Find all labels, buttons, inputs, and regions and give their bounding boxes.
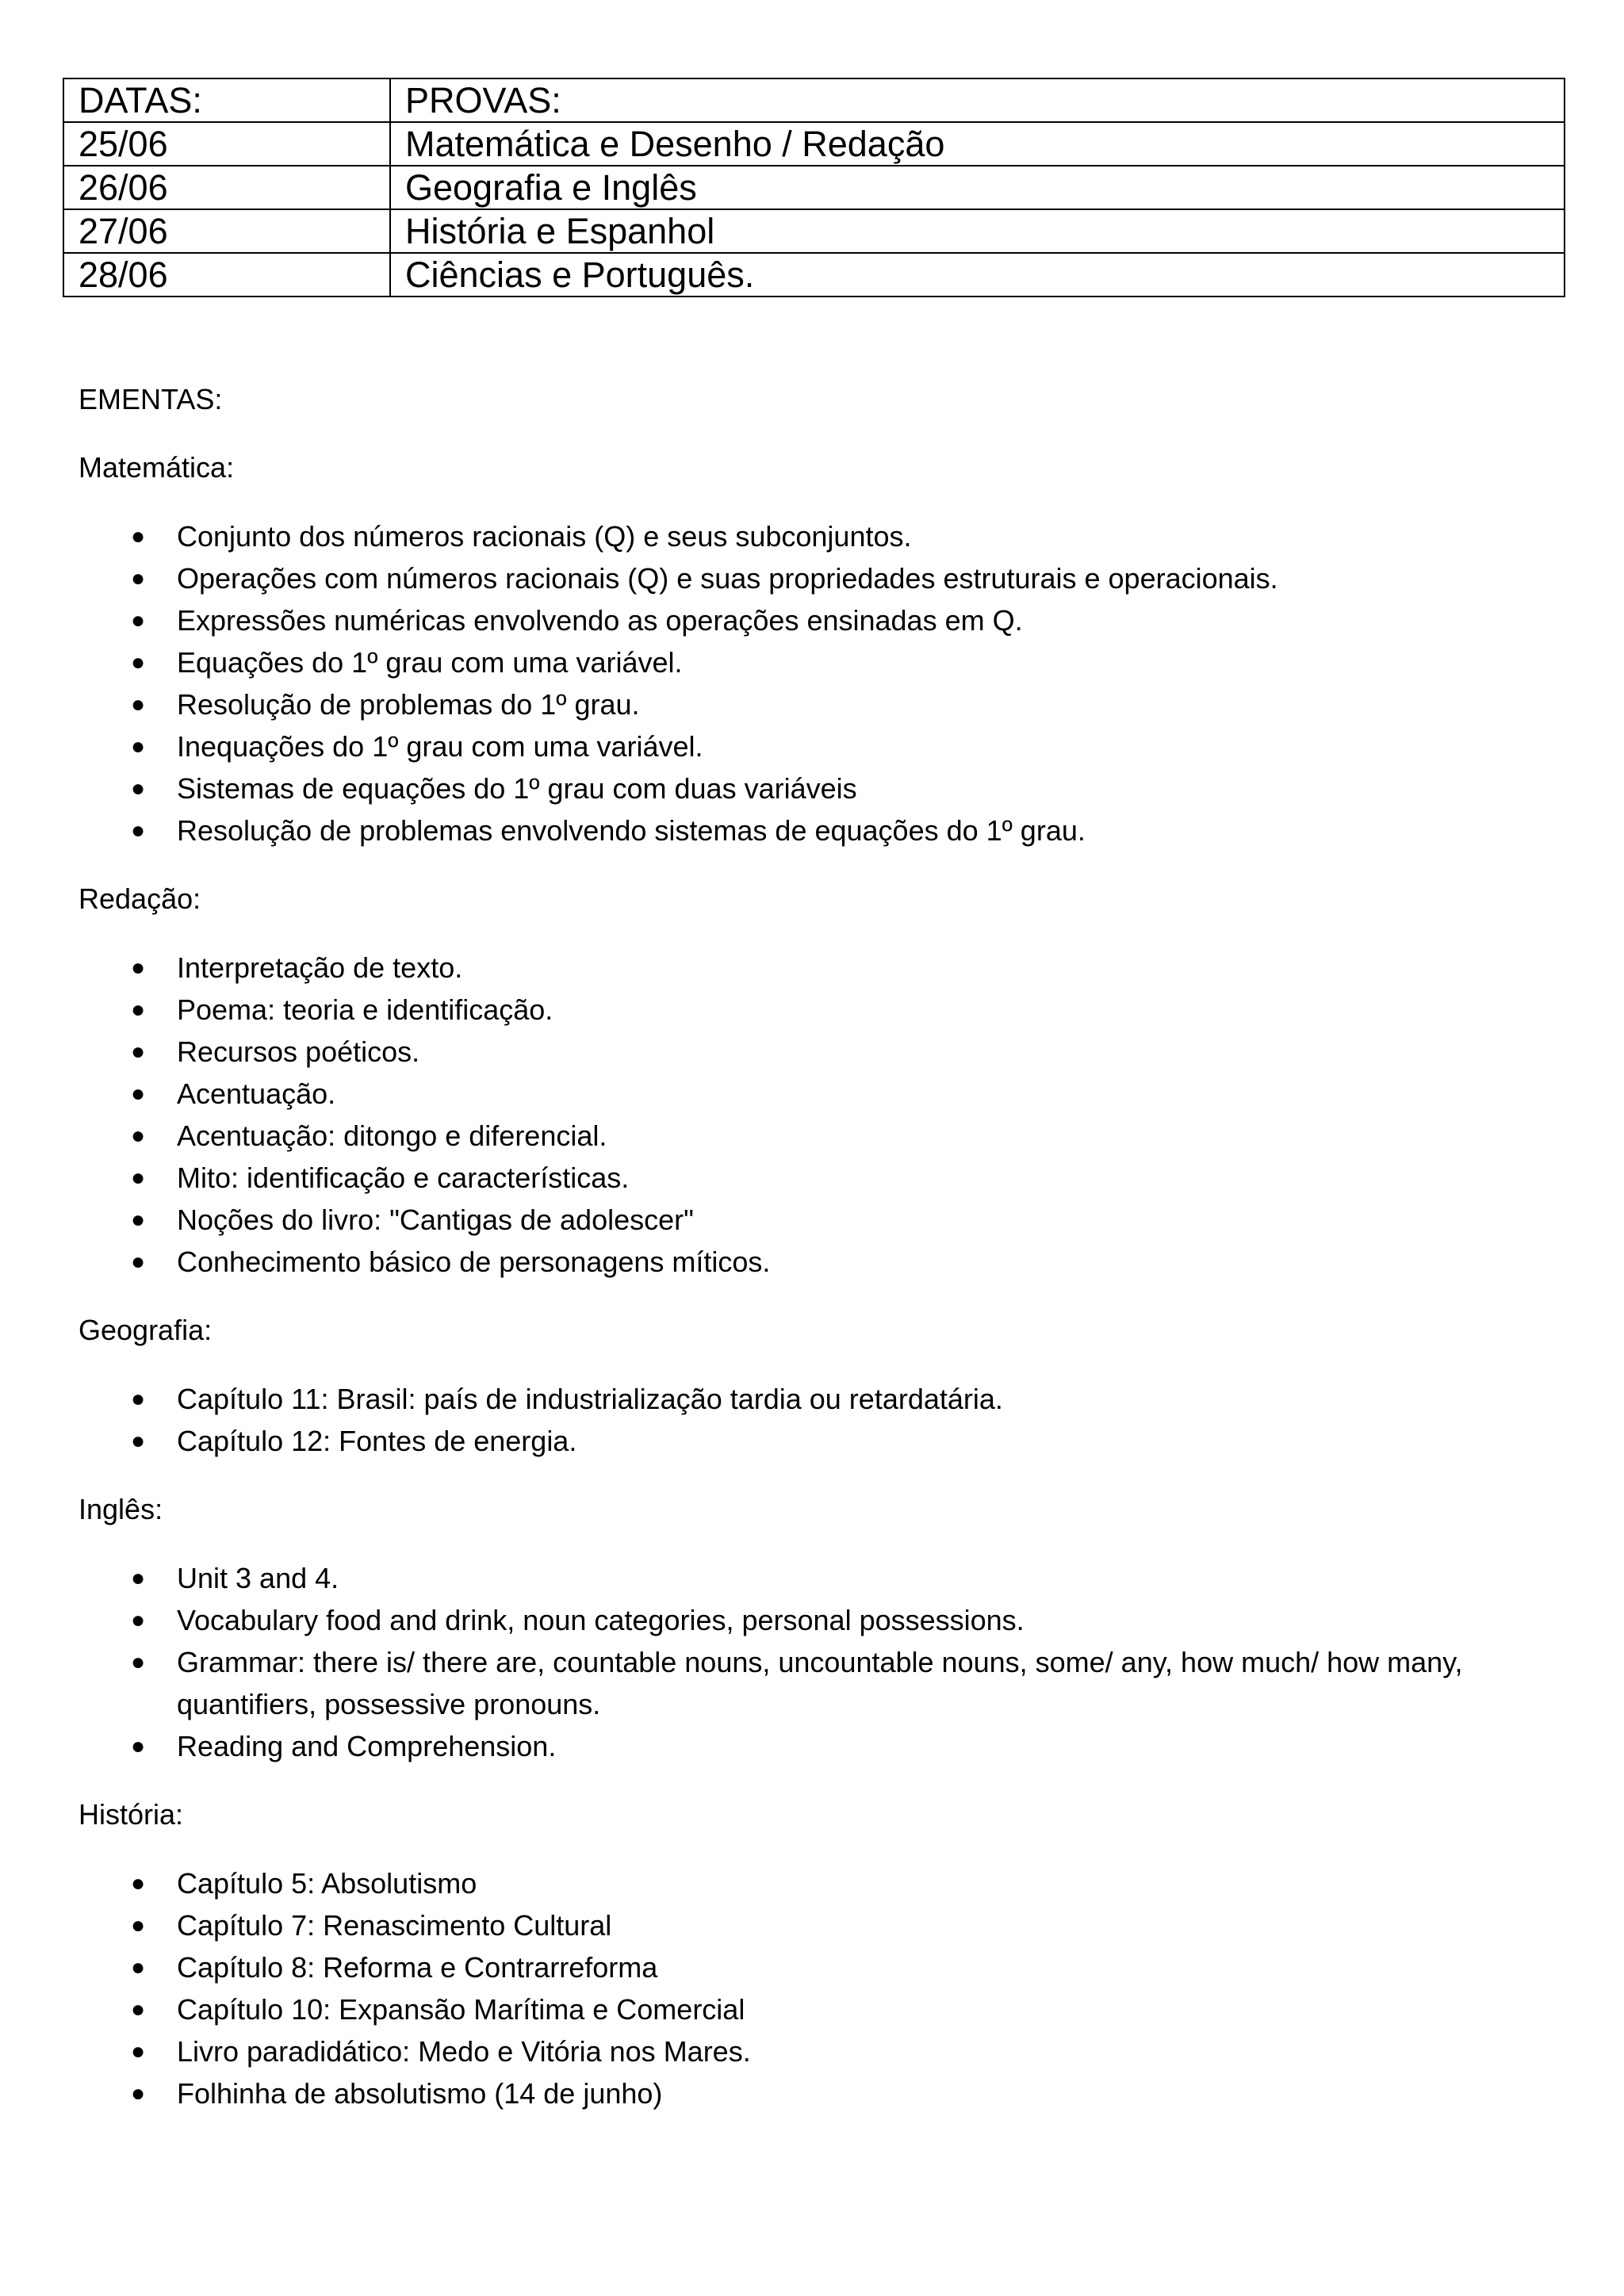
exam-subjects: Geografia e Inglês (390, 166, 1565, 209)
bullet-icon: ● (131, 1207, 146, 1233)
exam-date: 26/06 (63, 166, 390, 209)
table-row (63, 209, 1565, 253)
bullet-icon: ● (131, 1912, 146, 1938)
dates-header: DATAS: (63, 78, 390, 122)
list-item: ● Unit 3 and 4. (79, 1557, 1569, 1599)
table-row (63, 253, 1565, 297)
section-title-historia: História: (79, 1798, 184, 1831)
list-item: ● Poema: teoria e identificação. (79, 989, 1569, 1031)
bullet-icon: ● (131, 1081, 146, 1107)
section-list-geografia (79, 1378, 1569, 1462)
list-item: ● Capítulo 10: Expansão Marítima e Comercial (79, 1988, 1569, 2030)
exam-subjects: Ciências e Português. (390, 253, 1565, 297)
list-item: ● Inequações do 1º grau com uma variável. (79, 725, 1569, 767)
bullet-icon: ● (131, 775, 146, 802)
bullet-icon: ● (131, 523, 146, 549)
section-title-matematica: Matemática: (79, 451, 235, 484)
list-item: ● Noções do livro: "Cantigas de adolescer" (79, 1199, 1569, 1241)
list-item: ● Resolução de problemas envolvendo sistemas de equações do 1º grau. (79, 809, 1569, 851)
list-item: ● Livro paradidático: Medo e Vitória nos Mares. (79, 2030, 1569, 2072)
table-row (63, 122, 1565, 166)
list-item: ● Expressões numéricas envolvendo as operações ensinadas em Q. (79, 599, 1569, 641)
list-item: ● Acentuação: ditongo e diferencial. (79, 1115, 1569, 1157)
list-item: ● Acentuação. (79, 1073, 1569, 1115)
bullet-icon: ● (131, 1165, 146, 1191)
bullet-icon: ● (131, 565, 146, 591)
bullet-icon: ● (131, 1565, 146, 1591)
list-item: ● Interpretação de texto. (79, 947, 1569, 989)
list-item: ● Recursos poéticos. (79, 1031, 1569, 1073)
list-item: ● Mito: identificação e características. (79, 1157, 1569, 1199)
section-title-redacao: Redação: (79, 882, 201, 915)
list-item: ● Equações do 1º grau com uma variável. (79, 641, 1569, 683)
section-list-ingles (79, 1557, 1569, 1767)
bullet-icon: ● (131, 733, 146, 760)
bullet-icon: ● (131, 1123, 146, 1149)
bullet-icon: ● (131, 1386, 146, 1412)
list-item: ● Conhecimento básico de personagens míticos. (79, 1241, 1569, 1283)
exam-date: 27/06 (63, 209, 390, 253)
exam-subjects: Matemática e Desenho / Redação (390, 122, 1565, 166)
bullet-icon: ● (131, 1996, 146, 2022)
bullet-icon: ● (131, 997, 146, 1023)
exam-subjects: História e Espanhol (390, 209, 1565, 253)
bullet-icon: ● (131, 1249, 146, 1275)
list-item: ● Resolução de problemas do 1º grau. (79, 683, 1569, 725)
list-item: ● Operações com números racionais (Q) e suas propriedades estruturais e operacionais. (79, 557, 1569, 599)
table-row (63, 166, 1565, 209)
bullet-icon: ● (131, 649, 146, 675)
list-item: ● Sistemas de equações do 1º grau com duas variáveis (79, 767, 1569, 809)
list-item: ● Capítulo 11: Brasil: país de industrialização tardia ou retardatária. (79, 1378, 1569, 1420)
syllabus-heading: EMENTAS: (79, 383, 223, 415)
list-item: ● Capítulo 7: Renascimento Cultural (79, 1904, 1569, 1946)
bullet-icon: ● (131, 1649, 146, 1675)
syllabus (79, 379, 1569, 2141)
list-item: ● Grammar: there is/ there are, countable nouns, uncountable nouns, some/ any, how much/ how many, quantifiers, possessive pronouns. (79, 1641, 1569, 1725)
list-item: ● Capítulo 8: Reforma e Contrarreforma (79, 1946, 1569, 1988)
bullet-icon: ● (131, 607, 146, 633)
section-title-ingles: Inglês: (79, 1493, 163, 1525)
bullet-icon: ● (131, 1733, 146, 1759)
list-item: ● Capítulo 5: Absolutismo (79, 1862, 1569, 1904)
bullet-icon: ● (131, 1428, 146, 1454)
bullet-icon: ● (131, 2038, 146, 2064)
list-item: ● Conjunto dos números racionais (Q) e seus subconjuntos. (79, 515, 1569, 557)
section-list-historia (79, 1862, 1569, 2114)
list-item: ● Reading and Comprehension. (79, 1725, 1569, 1767)
list-item: ● Capítulo 12: Fontes de energia. (79, 1420, 1569, 1462)
list-item: ● Vocabulary food and drink, noun categories, personal possessions. (79, 1599, 1569, 1641)
bullet-icon: ● (131, 1870, 146, 1896)
exam-date: 25/06 (63, 122, 390, 166)
bullet-icon: ● (131, 1607, 146, 1633)
section-title-geografia: Geografia: (79, 1314, 213, 1346)
section-list-matematica (79, 515, 1569, 851)
bullet-icon: ● (131, 817, 146, 844)
exam-date: 28/06 (63, 253, 390, 297)
exam-schedule-table (63, 78, 1565, 297)
bullet-icon: ● (131, 2080, 146, 2107)
exams-header: PROVAS: (390, 78, 1565, 122)
bullet-icon: ● (131, 1954, 146, 1980)
bullet-icon: ● (131, 955, 146, 981)
bullet-icon: ● (131, 691, 146, 718)
table-header-row (63, 78, 1565, 122)
section-list-redacao (79, 947, 1569, 1283)
bullet-icon: ● (131, 1039, 146, 1065)
list-item: ● Folhinha de absolutismo (14 de junho) (79, 2072, 1569, 2114)
